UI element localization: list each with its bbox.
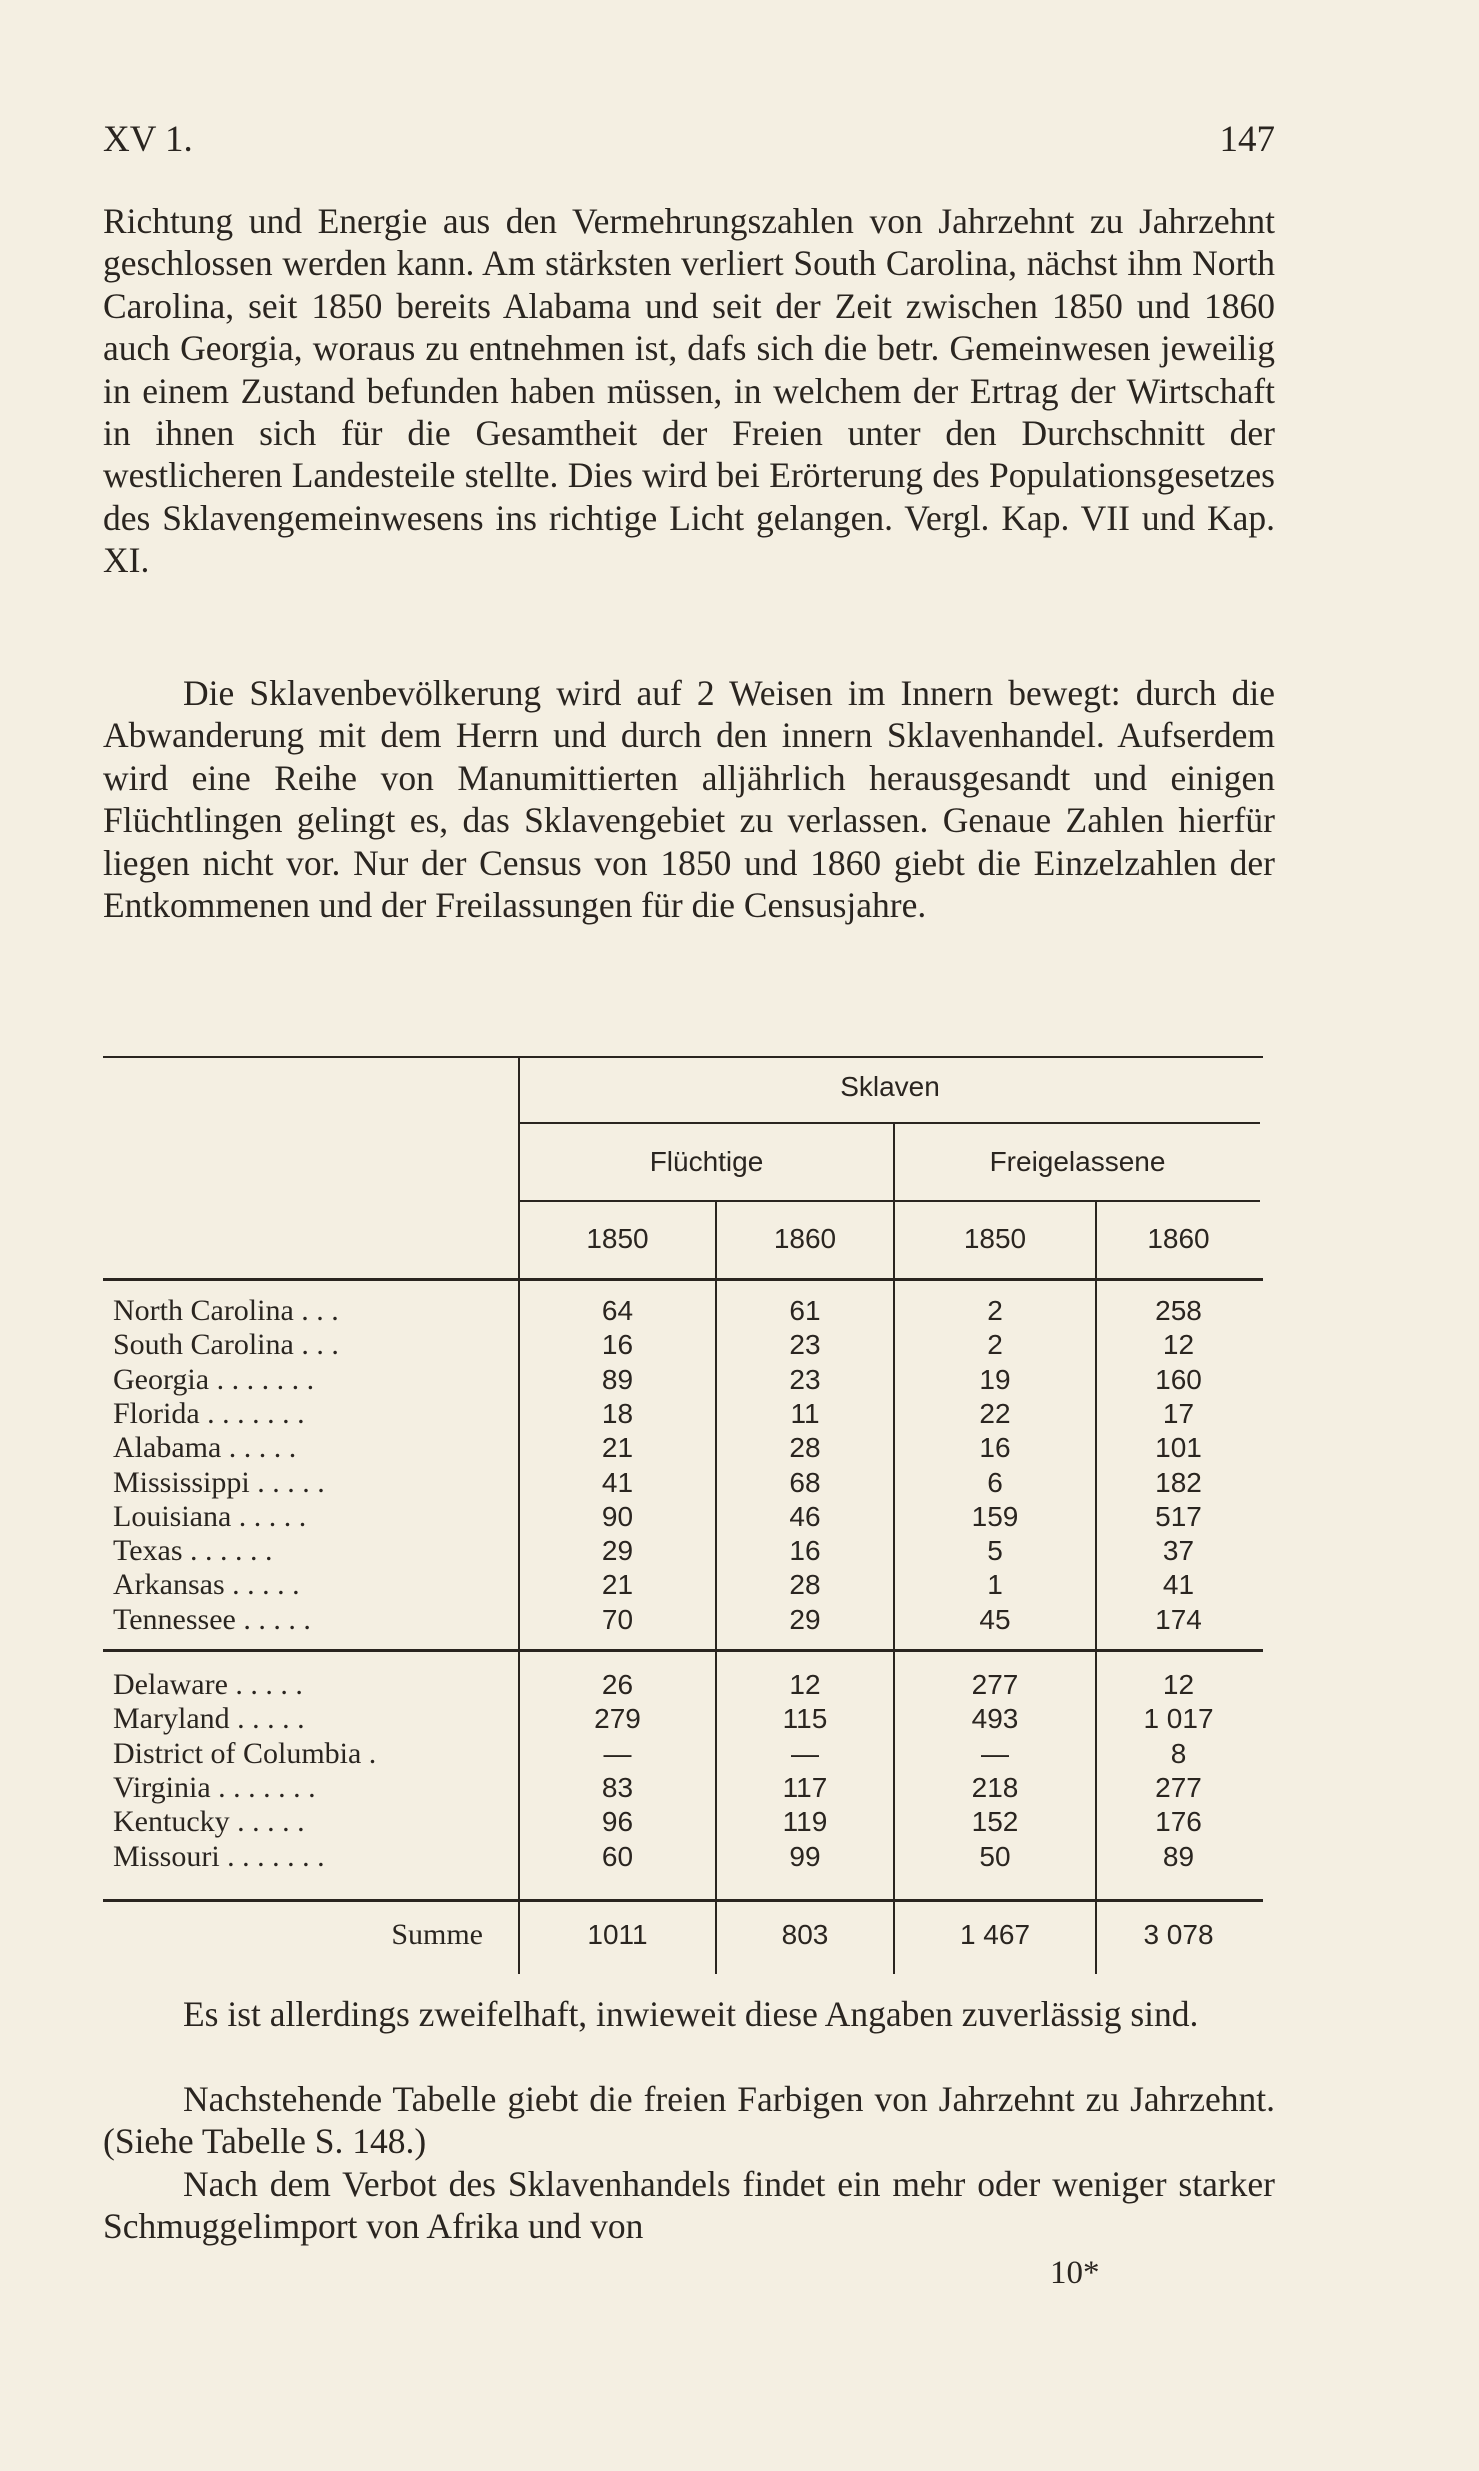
table-cell: 101 (1155, 1432, 1202, 1464)
table-cell: 41 (1162, 1569, 1195, 1601)
table-cell: 115 (782, 1703, 828, 1735)
table-cell: 2 (987, 1329, 1003, 1361)
table-cell: 18 (601, 1397, 634, 1429)
table-cell: 26 (601, 1669, 634, 1700)
table-row-state: Florida . . . . . . . (113, 1396, 305, 1430)
section-label: XV 1. (103, 119, 193, 160)
table-cell: 96 (601, 1806, 634, 1838)
table-row-state: Tennessee . . . . . (113, 1602, 311, 1636)
table-cell: 277 (1155, 1771, 1202, 1803)
table-cell: 2 (987, 1295, 1003, 1326)
table-cell: 12 (1162, 1669, 1195, 1700)
table-cell: 21 (601, 1432, 634, 1464)
table-cell: 12 (789, 1669, 821, 1700)
table-cell: 23 (789, 1329, 821, 1361)
table-cell: 89 (601, 1363, 634, 1395)
paragraph-1: Richtung und Energie aus den Vermehrungszahlen von Jahrzehnt zu Jahrzehnt geschlossen werden kann. Am stärksten verliert South Carolina, nächst ihm North Carolina, seit 1850 bereits Alabama und seit der Zeit zwischen 1850 und 1860 auch Georgia, woraus zu entnehmen ist, dafs sich die betr. Gemeinwesen jeweilig in einem Zustand befunden haben müssen, in welchem der Ertrag der Wirtschaft in ihnen sich für die Gesamtheit der Freien unter den Durchschnitt der westlicheren Landesteile stellte. Dies wird bei Erörterung des Populationsgesetzes des Sklavengemeinwesens ins richtige Licht gelangen. Vergl. Kap. VII und Kap. XI. (103, 201, 1275, 581)
paragraph-4: Nachstehende Tabelle giebt die freien Farbigen von Jahrzehnt zu Jahrzehnt. (Siehe Tabelle S. 148.) (103, 2079, 1275, 2162)
table-cell: — (981, 1737, 1009, 1769)
table-cell: 8 (1170, 1737, 1187, 1769)
table-cell: — (791, 1737, 819, 1769)
table-row-state: Alabama . . . . . (113, 1431, 297, 1465)
table-cell: 152 (971, 1806, 1019, 1838)
table-cell: 29 (789, 1603, 821, 1635)
table-cell: 61 (789, 1295, 821, 1326)
table-row-state: Georgia . . . . . . . (113, 1362, 315, 1396)
table-cell: 99 (789, 1840, 821, 1872)
table-cell: 5 (987, 1535, 1003, 1567)
table-row-state: District of Columbia . (113, 1736, 377, 1770)
table-row-state: Louisiana . . . . . (113, 1499, 307, 1533)
paragraph-2: Die Sklavenbevölkerung wird auf 2 Weisen im Innern bewegt: durch die Abwanderung mit dem Herrn und durch den innern Sklavenhandel. Aufserdem wird eine Reihe von Manumittierten alljährlich herausgesandt und einigen Flüchtlingen gelingt es, das Sklavengebiet zu verlassen. Genaue Zahlen hierfür liegen nicht vor. Nur der Census von 1850 und 1860 giebt die Einzelzahlen der Entkommenen und der Freilassungen für die Censusjahre. (103, 673, 1275, 926)
table-cell: 16 (601, 1329, 634, 1361)
table-row-state: Missouri . . . . . . . (113, 1839, 325, 1873)
table-cell: 45 (979, 1603, 1011, 1635)
table-row-state: Kentucky . . . . . (113, 1805, 305, 1839)
table-cell: 22 (979, 1397, 1011, 1429)
header-fluechtige: Flüchtige (649, 1146, 764, 1177)
table-cell: 21 (601, 1569, 634, 1601)
table-cell: 176 (1155, 1806, 1202, 1838)
table-cell: 1 017 (1143, 1703, 1214, 1735)
table-cell: 174 (1155, 1603, 1202, 1635)
table-cell: 12 (1162, 1329, 1195, 1361)
table-cell: 83 (601, 1771, 634, 1803)
sum-value: 1011 (587, 1919, 648, 1950)
table-cell: 46 (789, 1500, 821, 1532)
table-cell: 11 (790, 1397, 820, 1429)
header-year: 1850 (963, 1223, 1027, 1254)
table-cell: 90 (601, 1500, 634, 1532)
paragraph-5: Nach dem Verbot des Sklavenhandels findet ein mehr oder weniger starker Schmuggelimport von Afrika und von (103, 2164, 1275, 2247)
table-row-state: Mississippi . . . . . (113, 1465, 325, 1499)
table-cell: 160 (1155, 1363, 1202, 1395)
table-cell: 60 (601, 1840, 634, 1872)
table-rule (520, 1122, 1260, 1124)
table-cell: 277 (971, 1669, 1019, 1700)
table-row-state: North Carolina . . . (113, 1294, 339, 1327)
table-cell: 117 (782, 1771, 828, 1803)
table-cell: 17 (1162, 1397, 1195, 1429)
table-cell: 159 (971, 1500, 1019, 1532)
table-cell: — (603, 1737, 632, 1769)
table-cell: 37 (1162, 1535, 1195, 1567)
table-group-rule (103, 1649, 1263, 1652)
page-number: 147 (1219, 119, 1275, 160)
table-row-state: Texas . . . . . . (113, 1534, 273, 1568)
sum-value: 1 467 (959, 1919, 1031, 1950)
table-row-state: Delaware . . . . . (113, 1668, 303, 1701)
table-cell: 19 (979, 1363, 1011, 1395)
sum-label: Summe (391, 1918, 483, 1951)
header-year: 1850 (586, 1223, 649, 1254)
table-sum-rule (103, 1899, 1263, 1902)
header-year: 1860 (1147, 1223, 1210, 1254)
table-row-state: Virginia . . . . . . . (113, 1770, 316, 1804)
table-top-rule (103, 1056, 1263, 1058)
sum-value: 3 078 (1143, 1919, 1214, 1950)
table-cell: 68 (789, 1466, 821, 1498)
table-cell: 218 (971, 1771, 1019, 1803)
table-cell: 41 (601, 1466, 634, 1498)
table-cell: 23 (789, 1363, 821, 1395)
table-row-state: South Carolina . . . (113, 1328, 339, 1362)
header-freigelassene: Freigelassene (989, 1146, 1166, 1177)
table-cell: 70 (601, 1603, 634, 1635)
sum-value: 803 (781, 1919, 829, 1950)
table-cell: 28 (789, 1432, 821, 1464)
paragraph-3: Es ist allerdings zweifelhaft, inwieweit diese Angaben zuverlässig sind. (183, 1994, 1199, 2034)
table-cell: 29 (601, 1535, 634, 1567)
table-rule (520, 1200, 1260, 1202)
table-cell: 258 (1155, 1295, 1202, 1326)
table-cell: 1 (987, 1569, 1003, 1601)
table-cell: 6 (987, 1466, 1003, 1498)
table-cell: 16 (789, 1535, 821, 1567)
table-cell: 119 (782, 1806, 828, 1838)
table-cell: 182 (1155, 1466, 1202, 1498)
table-cell: 279 (594, 1703, 641, 1735)
table-cell: 89 (1162, 1840, 1195, 1872)
table-cell: 16 (979, 1432, 1011, 1464)
table-row-state: Maryland . . . . . (113, 1702, 305, 1736)
table-cell: 493 (971, 1703, 1019, 1735)
table-cell: 50 (979, 1840, 1011, 1872)
table-header-rule (103, 1278, 1263, 1281)
header-sklaven: Sklaven (840, 1071, 940, 1102)
table-row-state: Arkansas . . . . . (113, 1568, 300, 1602)
signature-mark: 10* (1050, 2255, 1100, 2291)
header-year: 1860 (773, 1223, 837, 1254)
table-cell: 28 (789, 1569, 821, 1601)
table-cell: 517 (1155, 1500, 1202, 1532)
table-cell: 64 (601, 1295, 634, 1326)
